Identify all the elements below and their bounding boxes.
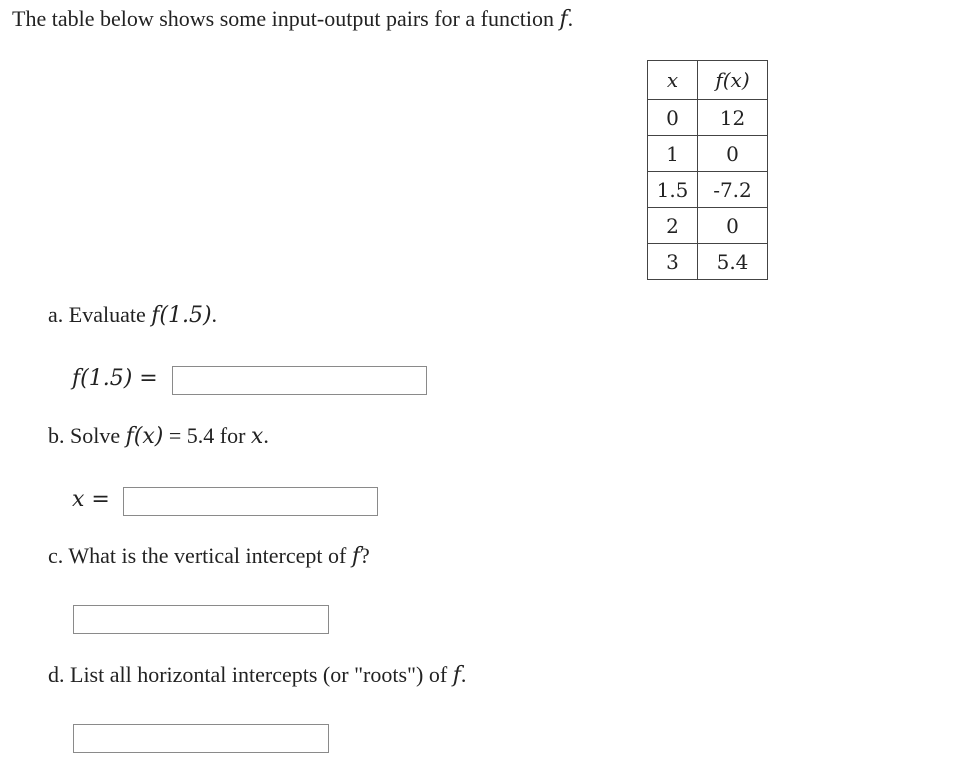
question-c-suffix: ? [359,543,370,568]
table-row [648,136,768,172]
question-b-mid: = 5.4 for [163,423,251,448]
intro-sentence: The table below shows some input-output pairs for a function [12,6,560,31]
answer-b-input[interactable] [123,487,378,516]
table-row [648,100,768,136]
table-row [648,244,768,280]
answer-a-label: f(1.5) = [72,366,158,391]
intro-text [12,6,573,32]
answer-a-input[interactable] [172,366,427,395]
cell-x: 3 [648,244,698,280]
header-x: x [648,61,698,100]
cell-fx: -7.2 [698,172,768,208]
intro-period: . [567,6,574,31]
question-a-prefix: a. Evaluate [48,302,152,327]
question-d-suffix: . [460,662,467,687]
question-b-prefix: b. Solve [48,423,126,448]
question-c [48,543,370,569]
question-c-var: f [351,544,360,569]
question-a [48,302,217,328]
question-a-math: f(1.5) [151,303,212,328]
cell-x: 1 [648,136,698,172]
intro-function-var: f [559,7,568,32]
cell-x: 1.5 [648,172,698,208]
question-d-prefix: d. List all horizontal intercepts (or "roots") of [48,662,453,687]
cell-fx: 5.4 [698,244,768,280]
question-b-suffix: . [263,423,269,448]
question-d-var: f [452,663,461,688]
cell-fx: 0 [698,208,768,244]
answer-d-input[interactable] [73,724,329,753]
question-c-prefix: c. What is the vertical intercept of [48,543,352,568]
question-b-var: x [250,424,264,449]
table-row [648,208,768,244]
table-header-row [648,61,768,100]
answer-c-input[interactable] [73,605,329,634]
input-output-table [647,60,768,280]
question-d [48,662,466,688]
question-a-suffix: . [211,302,218,327]
cell-fx: 0 [698,136,768,172]
cell-x: 0 [648,100,698,136]
question-b-math: f(x) [125,424,164,449]
cell-fx: 12 [698,100,768,136]
answer-b-label: x = [72,487,110,512]
table-row [648,172,768,208]
cell-x: 2 [648,208,698,244]
question-b [48,423,269,449]
header-fx: f(x) [698,61,768,100]
